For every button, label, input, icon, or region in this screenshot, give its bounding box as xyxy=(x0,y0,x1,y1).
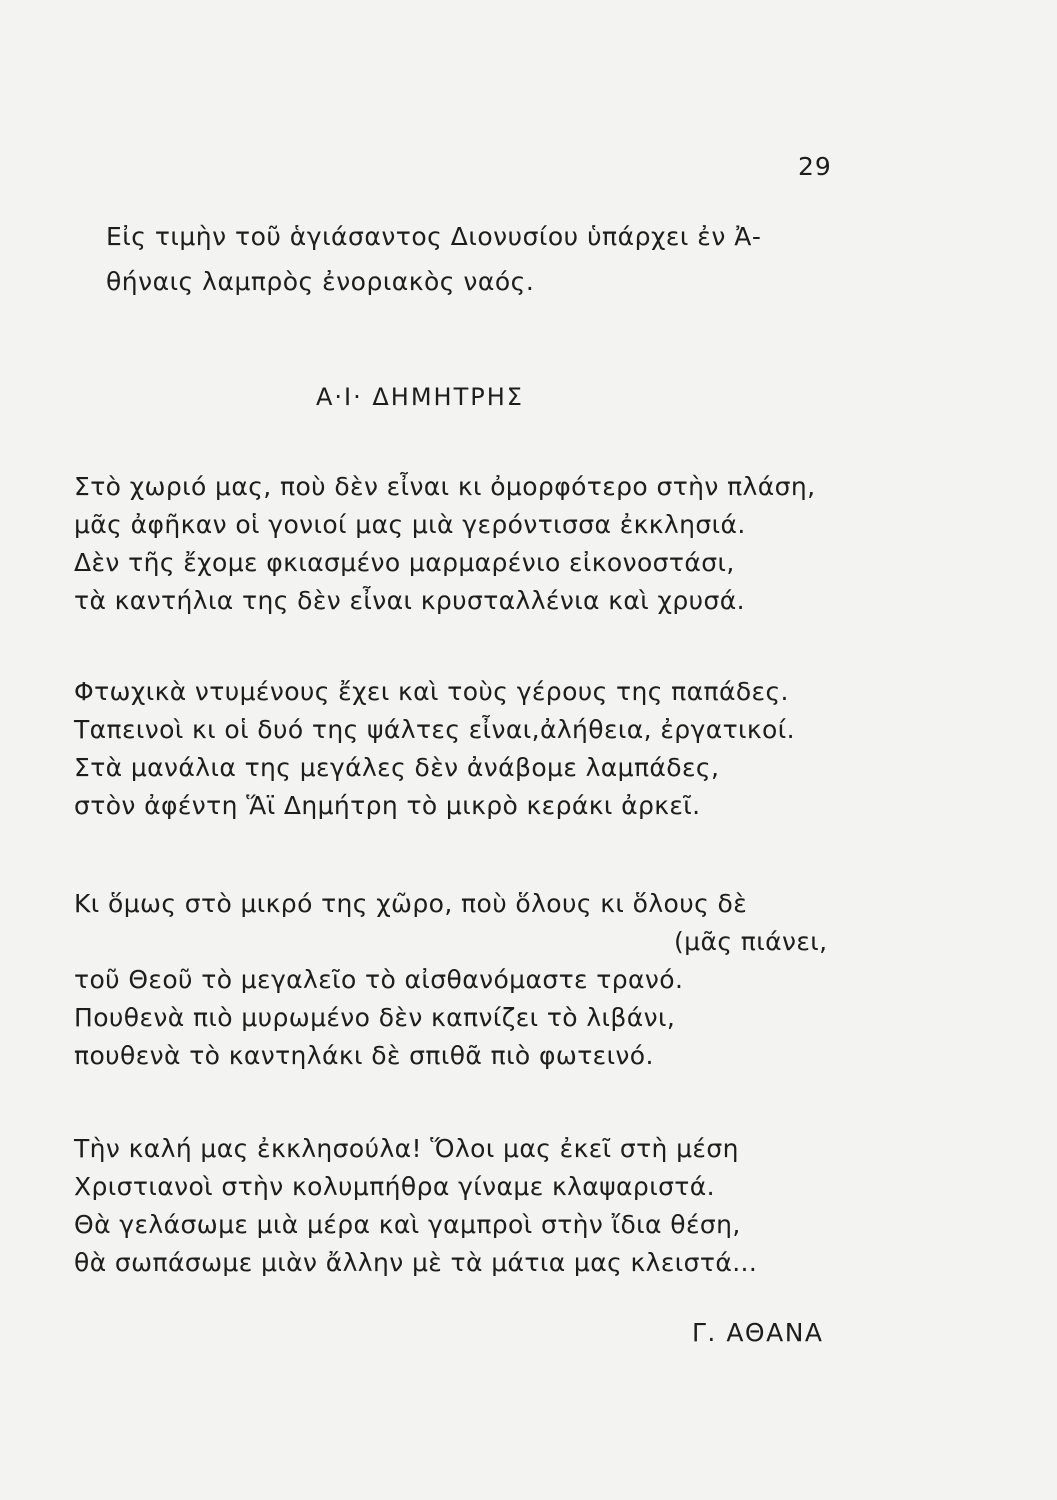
stanza-2 xyxy=(74,673,874,825)
verse-line: Χριστιανοὶ στὴν κολυμπήθρα γίναμε κλαψαριστά. xyxy=(74,1172,715,1201)
verse-line: Στὸ χωριό μας, ποὺ δὲν εἶναι κι ὀμορφότερο στὴν πλάση, xyxy=(74,472,816,501)
page-number: 29 xyxy=(798,152,832,181)
poem-title: Α·Ι· ΔΗΜΗΤΡΗΣ xyxy=(316,383,524,411)
verse-line: Κι ὅμως στὸ μικρό της χῶρο, ποὺ ὅλους κι ὅλους δὲ xyxy=(74,889,748,918)
verse-line: Θὰ γελάσωμε μιὰ μέρα καὶ γαμπροὶ στὴν ἴδια θέση, xyxy=(74,1210,741,1239)
author-signature: Γ. ΑΘΑΝΑ xyxy=(692,1318,824,1347)
note-line: Εἰς τιμὴν τοῦ ἁγιάσαντος Διονυσίου ὑπάρχει ἐν Ἀ- xyxy=(106,222,762,251)
verse-line-continuation: (μᾶς πιάνει, xyxy=(674,927,828,956)
verse-line: τὰ καντήλια της δὲν εἶναι κρυσταλλένια καὶ χρυσά. xyxy=(74,586,745,615)
verse-line: στὸν ἀφέντη Ἅϊ Δημήτρη τὸ μικρὸ κεράκι ἀρκεῖ. xyxy=(74,791,701,820)
verse-line: Τὴν καλή μας ἐκκλησούλα! Ὅλοι μας ἐκεῖ στὴ μέση xyxy=(74,1134,739,1163)
verse-line: Φτωχικὰ ντυμένους ἔχει καὶ τοὺς γέρους της παπάδες. xyxy=(74,677,789,706)
verse-line: τοῦ Θεοῦ τὸ μεγαλεῖο τὸ αἰσθανόμαστε τρανό. xyxy=(74,965,684,994)
verse-line: Δὲν τῆς ἔχομε φκιασμένο μαρμαρένιο εἰκονοστάσι, xyxy=(74,548,735,577)
note-line: θήναις λαμπρὸς ἐνοριακὸς ναός. xyxy=(106,267,535,296)
verse-line: θὰ σωπάσωμε μιὰν ἄλλην μὲ τὰ μάτια μας κλειστά... xyxy=(74,1248,758,1277)
intro-note xyxy=(106,214,866,304)
verse-line: Στὰ μανάλια της μεγάλες δὲν ἀνάβομε λαμπάδες, xyxy=(74,753,720,782)
verse-line: πουθενὰ τὸ καντηλάκι δὲ σπιθᾶ πιὸ φωτεινό. xyxy=(74,1041,654,1070)
stanza-1 xyxy=(74,468,874,620)
stanza-4 xyxy=(74,1130,874,1282)
verse-line: Πουθενὰ πιὸ μυρωμένο δὲν καπνίζει τὸ λιβάνι, xyxy=(74,1003,676,1032)
stanza-3 xyxy=(74,885,874,1075)
verse-line: μᾶς ἀφῆκαν οἱ γονιοί μας μιὰ γερόντισσα ἐκκλησιά. xyxy=(74,510,746,539)
verse-line: Ταπεινοὶ κι οἱ δυό της ψάλτες εἶναι,ἀλήθεια, ἐργατικοί. xyxy=(74,715,795,744)
